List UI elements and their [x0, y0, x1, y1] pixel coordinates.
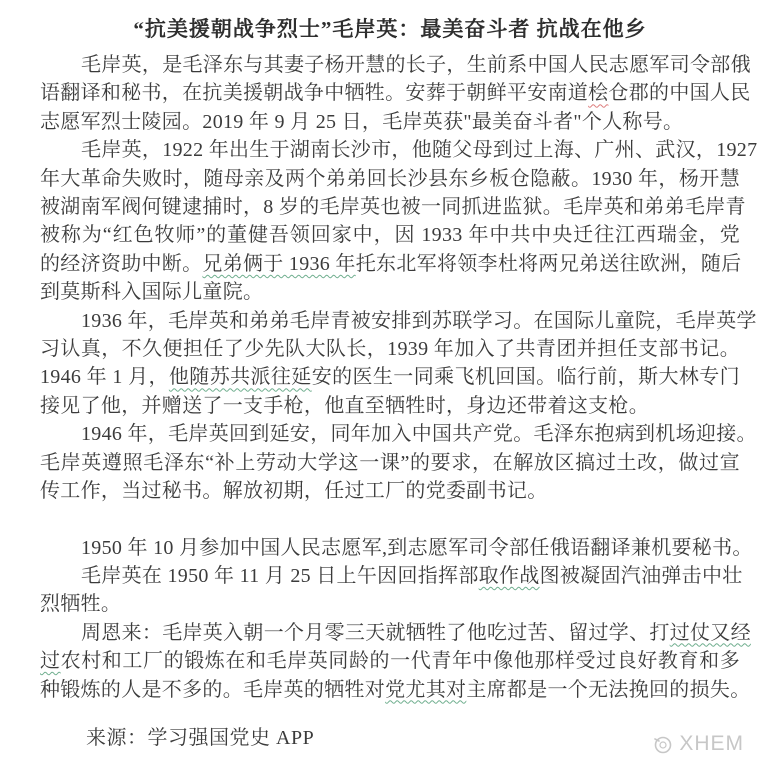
wavy-underline-segment-green: 取作战: [478, 564, 540, 587]
paragraph: [40, 136, 758, 306]
watermark: [650, 732, 744, 756]
paragraph: [40, 420, 757, 505]
wavy-underline-segment-red: 桧: [588, 82, 609, 105]
text-segment: 毛岸英在 1950 年 11 月 25 日上午因回指挥部: [81, 564, 479, 587]
text-line: [40, 335, 740, 363]
text-segment: 仓郡的中国人民: [608, 82, 751, 105]
text-line: [40, 136, 758, 164]
wavy-underline-segment-green: 党尤其对: [385, 678, 467, 701]
text-segment: 接见了他，并赠送了一支手枪，他直至牺牲时，身边还带着这支枪。: [40, 394, 649, 417]
text-segment: 的经济资助中断。: [40, 252, 203, 275]
text-segment: 周恩来：毛岸英入朝一个月零三天就牺牲了他吃过苦、留过学、打: [81, 621, 670, 644]
text-line: [40, 108, 740, 136]
camera-logo-icon: [650, 732, 674, 756]
text-segment: 1946 年，毛岸英回到延安，同年加入中国共产党。毛泽东抱病到机场迎接。: [81, 423, 757, 446]
text-segment: 被称为“红色牧师”的董健吾领回家中，因 1933 年中共中央迁往江西瑞金，党: [40, 224, 740, 247]
paragraph: [40, 534, 753, 562]
text-segment: 毛岸英，1922 年出生于湖南长沙市，他随父母到过上海、广州、武汉，1927: [81, 139, 758, 162]
text-line: [40, 51, 751, 79]
paragraph: [40, 619, 751, 704]
text-segment: 传工作，当过秘书。解放初期，任过工厂的党委副书记。: [40, 480, 548, 503]
text-line: [40, 392, 740, 420]
text-line: [40, 590, 740, 618]
document-title: “抗美援朝战争烈士”毛岸英：最美奋斗者 抗战在他乡: [133, 17, 647, 41]
wavy-underline-segment-green: 他随苏共派往延: [168, 366, 312, 389]
text-segment: 被湖南军阀何键逮捕时，8 岁的毛岸英也被一同抓进监狱。毛岸英和弟弟毛岸青: [40, 196, 746, 219]
text-line: [40, 449, 740, 477]
paragraph: [40, 51, 751, 136]
text-segment: 烈牺牲。: [40, 593, 122, 616]
wavy-underline-segment-green: 过仗又经: [669, 621, 751, 644]
text-segment: 年大革命失败时，随母亲及两个弟弟回长沙县东乡板仓隐蔽。1930 年，杨开慧: [40, 167, 740, 190]
text-line: [40, 250, 740, 278]
text-line: [40, 676, 751, 704]
text-segment: 托东北军将领李杜将两兄弟送往欧洲，随后: [355, 252, 742, 275]
text-segment: 主席都是一个无法挽回的损失。: [466, 678, 751, 701]
text-segment: 图被凝固汽油弹击中壮: [539, 564, 743, 587]
text-segment: 种锻炼的人是不多的。毛岸英的牺牲对: [40, 678, 386, 701]
text-segment: 1946 年 1 月，: [40, 366, 169, 389]
text-line: [40, 534, 753, 562]
wavy-underline-segment-green: 兄弟俩于 1936 年: [202, 252, 356, 275]
paragraph: [40, 562, 743, 619]
text-line: [40, 477, 740, 505]
text-line: [40, 420, 757, 448]
text-line: [40, 221, 740, 249]
text-line: [40, 193, 746, 221]
text-line: [40, 278, 740, 306]
text-segment: 安的医生一同乘飞机回国。临行前，斯大林专门: [311, 366, 740, 389]
text-line: [40, 307, 757, 335]
text-line: [40, 79, 751, 107]
text-segment: 农村和工厂的锻炼在和毛岸英同龄的一代青年中像他那样受过良好教育和多: [60, 650, 740, 673]
text-line: [40, 363, 740, 391]
text-segment: 1950 年 10 月参加中国人民志愿军,到志愿军司令部任俄语翻译兼机要秘书。: [81, 536, 753, 559]
text-segment: 到莫斯科入国际儿童院。: [40, 281, 264, 304]
text-segment: 1936 年，毛岸英和弟弟毛岸青被安排到苏联学习。在国际儿童院，毛岸英学: [81, 309, 757, 332]
text-segment: 毛岸英遵照毛泽东“补上劳动大学这一课”的要求，在解放区搞过土改，做过宣: [40, 451, 740, 474]
watermark-label: XHEM: [679, 732, 744, 755]
paragraph: [40, 307, 757, 421]
text-line: [40, 647, 740, 675]
text-line: [40, 562, 743, 590]
text-segment: 志愿军烈士陵园。2019 年 9 月 25 日，毛岸英获"最美奋斗者"个人称号。: [40, 110, 684, 133]
text-segment: 语翻译和秘书，在抗美援朝战争中牺牲。安葬于朝鲜平安南道: [40, 82, 589, 105]
wavy-underline-segment-green: 过: [40, 650, 61, 673]
source-line: 来源：学习强国党史 APP: [86, 726, 315, 749]
text-segment: 习认真，不久便担任了少先队大队长，1939 年加入了共青团并担任支部书记。: [40, 338, 740, 361]
text-segment: 毛岸英，是毛泽东与其妻子杨开慧的长子，生前系中国人民志愿军司令部俄: [81, 54, 751, 76]
document-body: [40, 51, 758, 704]
text-line: [40, 165, 740, 193]
text-line: [40, 619, 751, 647]
